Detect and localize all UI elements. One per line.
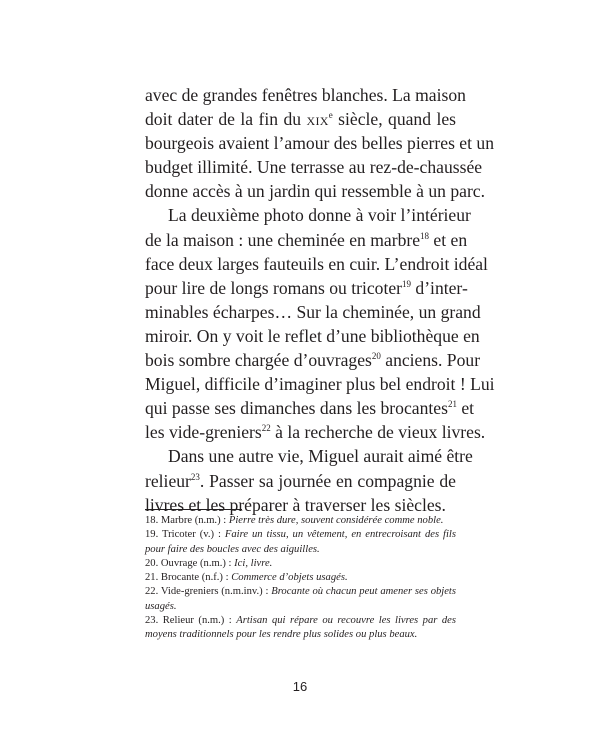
- text-line: avec de grandes fenêtres blanches. La maison: [145, 85, 466, 105]
- text-line: livres et les préparer à traverser les siècles.: [145, 494, 446, 515]
- text-fragment: et: [456, 398, 475, 419]
- text-line: Dans une autre vie, Miguel aurait aimé être: [168, 446, 473, 467]
- footnote-definition: Ici, livre.: [234, 557, 273, 569]
- footnote-20: [145, 557, 456, 571]
- text-line: [145, 348, 481, 372]
- text-fragment: . Passer sa journée en compagnie de: [199, 470, 456, 491]
- footnote-term: 21. Brocante (n.f.) :: [145, 572, 232, 584]
- footnote-term: 20. Ouvrage (n.m.) :: [145, 557, 235, 569]
- text-fragment: bois sombre chargée d’ouvrages: [145, 350, 372, 371]
- footnote-ref-18[interactable]: 18: [420, 230, 430, 241]
- body-text: [145, 83, 495, 517]
- footnote-ref-21[interactable]: 21: [447, 399, 457, 410]
- text-line: donne accès à un jardin qui ressemble à un parc.: [145, 181, 486, 202]
- footnote-ref-19[interactable]: 19: [402, 278, 411, 289]
- footnote-definition: Artisan qui répare ou recouvre les livres par des moyens traditionnels pour les rendre plus solides ou plus beaux.: [145, 615, 456, 641]
- footnote-definition: Commerce d’objets usagés.: [231, 572, 348, 584]
- text-line: [145, 396, 475, 420]
- text-line: face deux larges fauteuils en cuir. L’endroit idéal: [145, 253, 488, 274]
- text-line: Miguel, difficile d’imaginer plus bel endroit ! Lui: [145, 374, 495, 395]
- text-line: [145, 107, 456, 131]
- footnote-ref-20[interactable]: 20: [371, 351, 381, 362]
- text-line: bourgeois avaient l’amour des belles pierres et un: [145, 133, 494, 154]
- footnote-separator: [145, 509, 242, 510]
- footnotes: [145, 514, 456, 643]
- text-line: budget illimité. Une terrasse au rez-de-chaussée: [145, 157, 483, 178]
- footnote-19: [145, 528, 456, 557]
- paragraph-3: [145, 444, 473, 516]
- text-line: [145, 469, 456, 493]
- text-fragment: anciens. Pour: [380, 350, 481, 371]
- footnote-ref-22[interactable]: 22: [261, 423, 271, 434]
- text-line: [145, 276, 468, 300]
- text-line: [145, 228, 468, 252]
- text-fragment: d’inter-: [411, 277, 468, 298]
- text-fragment: les vide-greniers: [145, 422, 262, 443]
- text-fragment: pour lire de longs romans ou tricoter: [145, 277, 402, 298]
- footnote-ref-23[interactable]: 23: [190, 471, 200, 482]
- footnote-definition: Faire un tissu, un vêtement, en entrecroisant des fils pour faire des boucles avec des aiguilles.: [145, 529, 456, 555]
- text-line: miroir. On y voit le reflet d’une bibliothèque en: [145, 325, 480, 346]
- footnote-23: [145, 614, 456, 643]
- text-fragment: doit dater de la fin du: [145, 109, 307, 130]
- century-numeral: xix: [306, 109, 329, 130]
- text-fragment: à la recherche de vieux livres.: [270, 422, 486, 443]
- footnote-22: [145, 585, 456, 614]
- footnote-term: 23. Relieur (n.m.) :: [145, 615, 237, 627]
- text-line: La deuxième photo donne à voir l’intérieur: [168, 205, 471, 226]
- footnote-term: 19. Tricoter (v.) :: [145, 529, 225, 541]
- footnote-term: 22. Vide-greniers (n.m.inv.) :: [145, 586, 272, 598]
- footnote-definition: Brocante où chacun peut amener ses objets usagés.: [145, 586, 456, 612]
- century-ordinal: e: [328, 110, 333, 121]
- paragraph-2: [145, 203, 495, 444]
- footnote-21: [145, 571, 456, 585]
- paragraph-1: [145, 83, 494, 203]
- text-fragment: et en: [429, 229, 468, 250]
- footnote-definition: Pierre très dure, souvent considérée comme noble.: [228, 515, 444, 526]
- text-line: [145, 420, 486, 444]
- footnote-18: [145, 514, 456, 528]
- text-fragment: de la maison : une cheminée en marbre: [145, 229, 421, 250]
- text-fragment: siècle, quand les: [332, 109, 456, 130]
- text-fragment: relieur: [145, 470, 191, 491]
- page-number: 16: [292, 679, 308, 694]
- footnote-term: 18. Marbre (n.m.) :: [145, 515, 229, 526]
- text-line: minables écharpes… Sur la cheminée, un grand: [145, 301, 481, 322]
- text-fragment: qui passe ses dimanches dans les brocantes: [145, 398, 448, 419]
